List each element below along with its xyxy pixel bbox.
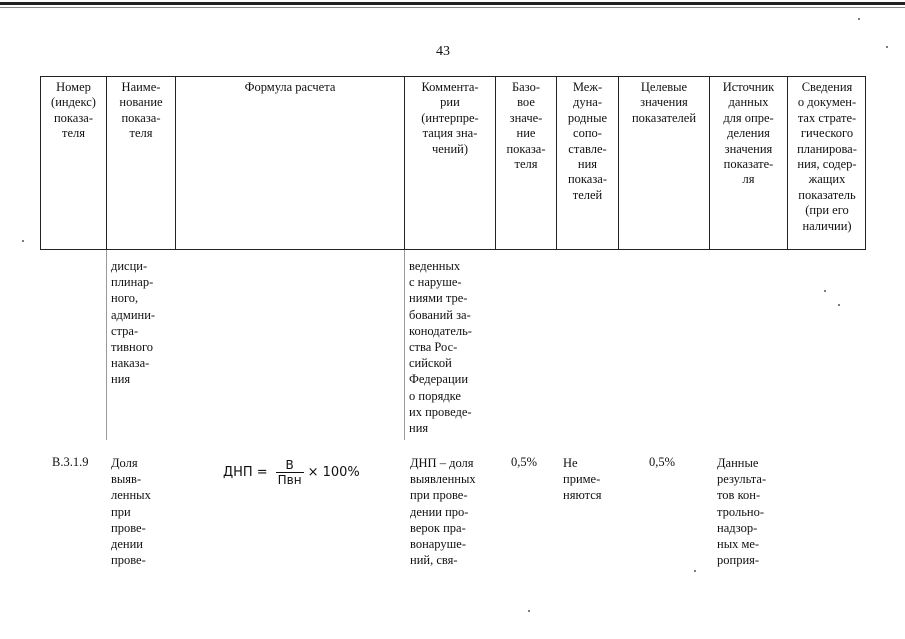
row-comment: ДНП – доля выявленных при прове- дении про- верок пра- вонаруше- ний, свя- [410,456,476,568]
header-name: Наиме- нование показа- теля [119,80,163,141]
header-target-values: Целевые значения показателей [631,80,697,125]
scan-speck [838,304,840,306]
header-international: Меж- дуна- родные сопо- ставле- ния показа- телей [567,80,608,202]
top-border-line-thin [0,7,905,8]
scan-speck [886,46,888,48]
formula-multiplier: × 100% [307,464,360,480]
formula-numerator: В [285,457,294,472]
page-number: 43 [436,44,450,59]
formula-equals: = [256,464,268,480]
header-comments: Коммента- рии (интерпре- тация зна- чений) [421,80,479,156]
formula-fraction [276,458,304,487]
header-strategic-docs: Сведения о докумен- тах страте- гического планирова- ния, содер- жащих показатель (при его наличии) [797,80,857,233]
row-target-value: 0,5% [649,455,676,469]
row-base-value: 0,5% [511,455,538,469]
header-formula: Формула расчета [244,80,336,94]
col-divider [175,76,176,250]
formula-denominator: Пвн [277,472,302,487]
continued-name-text: дисци- плинар- ного, админи- стра- тивного наказа- ния [111,259,156,387]
faint-divider [106,250,107,440]
row-index: B.3.1.9 [52,455,89,469]
calculation-formula [223,454,360,490]
formula-lhs: ДНП [223,464,253,480]
row-data-source: Данные результа- тов кон- трольно- надзор- ных ме- роприя- [717,456,767,568]
scan-speck [22,240,24,242]
continued-comment-text: веденных с наруше- ниями тре- бований за- конодатель- ства Рос- сийской Федерации о порядке их проведе- ния [409,259,472,436]
header-data-source: Источник данных для опре- деления значения показате- ля [722,80,775,187]
scan-speck [824,290,826,292]
scan-speck [694,570,696,572]
scan-speck [528,610,530,612]
header-base-value: Базо- вое значе- ние показа- теля [506,80,546,172]
row-name: Доля выяв- ленных при прове- дении прове- [111,456,151,568]
top-border-line [0,2,905,5]
row-international: Не приме- няются [563,456,602,503]
scan-speck [858,18,860,20]
faint-divider [404,250,405,440]
header-index: Номер (индекс) показа- теля [51,80,96,141]
